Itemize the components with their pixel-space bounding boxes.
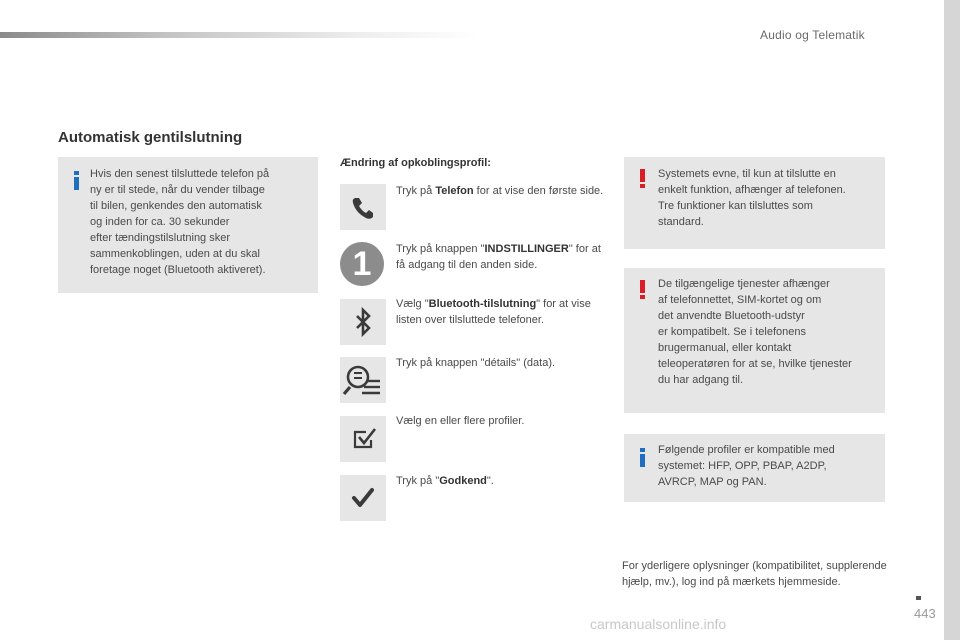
step-1-text: Tryk på Telefon for at vise den første side. (396, 185, 604, 197)
subheading: Ændring af opkoblingsprofil: (340, 157, 491, 169)
page-side-strip (944, 0, 960, 640)
warning-box-function-limit (624, 157, 885, 249)
info-box-text: Hvis den senest tilsluttede telefon på ny er til stede, når du vender tilbage til bilen, genkendes den automatisk og inden for ca. 30 sekunder efter tændingstilslutning sker sammenkoblingen, uden at du skal foretage noget (Bluetooth aktiveret). (90, 168, 270, 276)
bluetooth-icon (340, 299, 386, 345)
step-4-text: Tryk på knappen "détails" (data). (396, 357, 556, 369)
warning-icon (640, 169, 645, 188)
warning-box-text: De tilgængelige tjenester afhænger af telefonnettet, SIM-kortet og om det anvendte Bluetooth-udstyr er kompatibelt. Se i telefonens brugermanual, eller kontakt teleoperatøren for at se, hvilke tjenester du har adgang til. (658, 278, 852, 386)
warning-icon (640, 280, 645, 299)
step-2-text: Tryk på knappen "INDSTILLINGER" for at få adgang til den anden side. (396, 243, 601, 271)
info-box-profiles (624, 434, 885, 502)
step-number-badge: 1 (340, 242, 384, 286)
checkbox-icon (340, 416, 386, 462)
header-gradient-bar (0, 32, 480, 38)
page-number: 443 (914, 606, 936, 621)
info-box-text: Følgende profiler er kompatible med systemet: HFP, OPP, PBAP, A2DP, AVRCP, MAP og PAN. (658, 444, 835, 488)
details-magnifier-icon (340, 357, 386, 403)
step-3-text: Vælg "Bluetooth-tilslutning" for at vise listen over tilsluttede telefoner. (396, 298, 591, 326)
step-6-text: Tryk på "Godkend". (396, 475, 494, 487)
warning-box-text: Systemets evne, til kun at tilslutte en enkelt funktion, afhænger af telefonen. Tre funktioner kan tilsluttes som standard. (658, 168, 846, 228)
info-icon (640, 448, 645, 467)
section-title: Automatisk gentilslutning (58, 129, 243, 146)
info-box-auto-reconnect (58, 157, 318, 293)
footer-note: For yderligere oplysninger (kompatibilitet, supplerende hjælp, mv.), log ind på mærkets hjemmeside. (622, 560, 887, 588)
warning-box-services (624, 268, 885, 413)
phone-handset-icon (340, 184, 386, 230)
checkmark-icon (340, 475, 386, 521)
step-5-text: Vælg en eller flere profiler. (396, 415, 525, 427)
page-marker-dot (916, 596, 921, 600)
info-icon (74, 171, 79, 190)
watermark: carmanualsonline.info (590, 616, 727, 632)
chapter-title: Audio og Telematik (760, 28, 865, 42)
